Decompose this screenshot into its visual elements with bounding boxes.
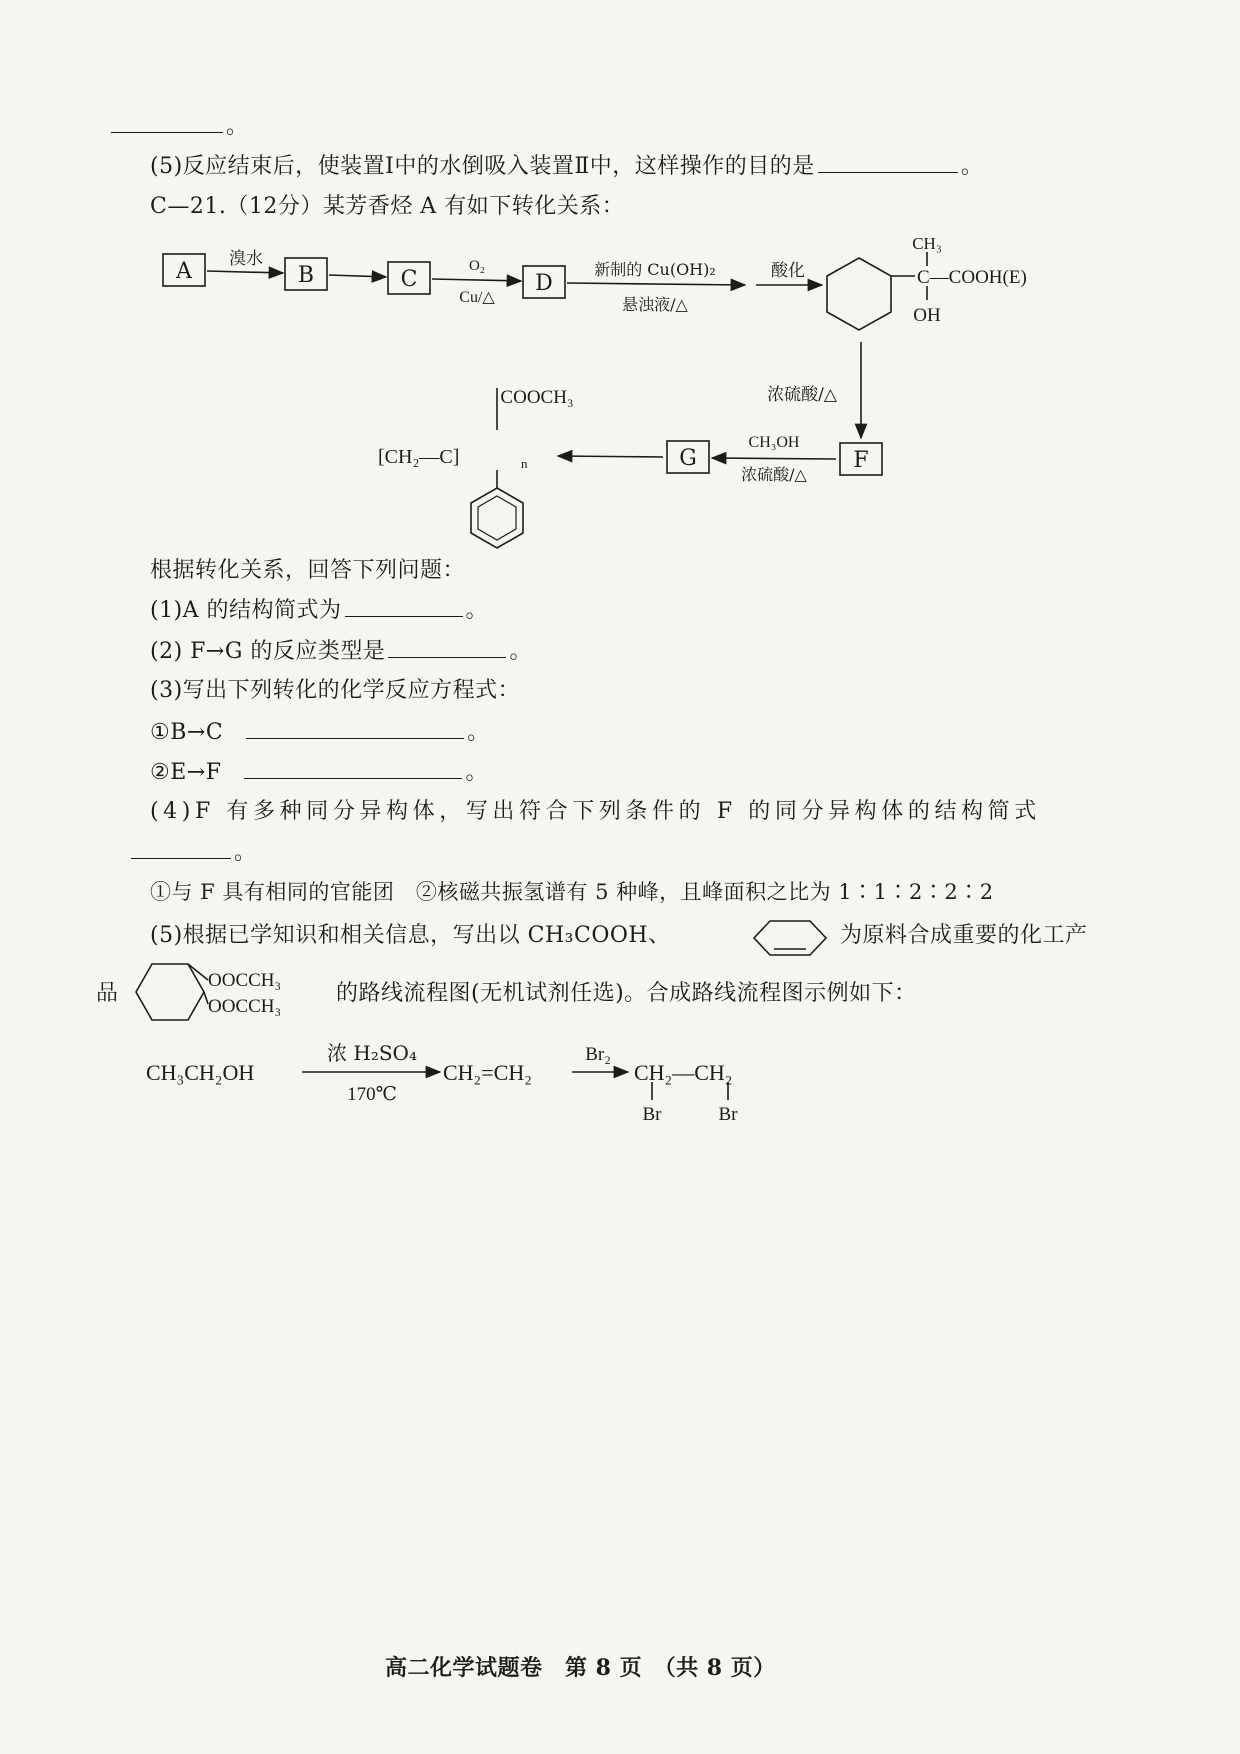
- question-1-line: [150, 596, 488, 625]
- period: 。: [465, 598, 489, 623]
- period: 。: [509, 639, 532, 664]
- answer-blank: [246, 718, 464, 739]
- cond-conc-h2so4: 浓硫酸/△: [767, 385, 837, 405]
- label-c-cooh-e: C—COOH(E): [917, 267, 1027, 288]
- cond-acidify: 酸化: [771, 261, 805, 281]
- label-oh: OH: [913, 305, 941, 326]
- cond-bromine-water: 溴水: [229, 249, 263, 269]
- label-D: D: [535, 271, 553, 296]
- label-G: G: [679, 446, 697, 471]
- arrow-C-D: [432, 279, 521, 281]
- arrow-G-polymer: [558, 456, 663, 457]
- arrow-A-B: [207, 271, 283, 273]
- label-oocch3-2: OOCCH₃: [208, 996, 282, 1017]
- question-2-line: [150, 637, 532, 666]
- label-br-2: Br: [718, 1104, 738, 1125]
- arrow-D-E: [567, 283, 745, 285]
- question-3-line: [150, 677, 520, 705]
- benzene-ring-polymer: [471, 488, 523, 548]
- question-3a-text: ①B→C: [150, 720, 224, 745]
- example-route: [140, 1030, 840, 1140]
- period: 。: [234, 840, 257, 865]
- question-5b-line-cont: [840, 922, 1088, 950]
- question-5b-text-a: (5)根据已学知识和相关信息，写出以 CH₃COOH、: [150, 923, 671, 948]
- product-word: 品: [96, 981, 119, 1006]
- answer-blank: [244, 758, 462, 779]
- cyclohexane-ring: [136, 964, 204, 1020]
- label-A: A: [176, 259, 192, 284]
- question-5-text: (5)反应结束后，使装置Ⅰ中的水倒吸入装置Ⅱ中，这样操作的目的是: [150, 154, 815, 179]
- cond-cuoh2: 新制的 Cu(OH)₂: [594, 260, 716, 279]
- label-polymer-n: n: [521, 456, 528, 471]
- period: 。: [960, 154, 984, 179]
- cond-o2: O₂: [468, 258, 486, 274]
- answer-blank: [345, 596, 463, 617]
- question-3b-text: ②E→F: [150, 760, 222, 785]
- label-ethanol: CH₃CH₂OH: [146, 1060, 255, 1085]
- period: 。: [465, 760, 488, 785]
- period: 。: [467, 720, 490, 745]
- answer-blank: [818, 152, 958, 173]
- cond-ch3oh: CH₃OH: [748, 434, 800, 451]
- question-4-text: (4)F 有多种同分异构体，写出符合下列条件的 F 的同分异构体的结构简式: [150, 799, 1041, 824]
- intro-text: 根据转化关系，回答下列问题：: [150, 558, 466, 583]
- label-C: C: [400, 267, 418, 292]
- answer-blank: [111, 112, 223, 133]
- label-B: B: [297, 263, 315, 288]
- label-F: F: [853, 448, 869, 473]
- reaction-scheme: [0, 230, 1240, 570]
- question-4-blank-line: [128, 838, 257, 867]
- label-br-1: Br: [642, 1104, 662, 1125]
- question-5-line: [150, 152, 983, 181]
- footer-text: 高二化学试题卷 第 8 页 （共 8 页）: [385, 1655, 776, 1681]
- benzene-ring-E: [827, 258, 891, 330]
- label-oocch3-1: OOCCH₃: [208, 970, 282, 991]
- product-structure: [130, 960, 340, 1024]
- cyclohexene-icon: [750, 918, 830, 958]
- page-footer: [385, 1654, 776, 1682]
- answer-blank: [131, 838, 231, 859]
- period: 。: [226, 114, 249, 139]
- question-3b-line: [150, 758, 488, 787]
- cond-170c: 170℃: [347, 1084, 397, 1105]
- question-3-text: (3)写出下列转化的化学反应方程式：: [150, 678, 521, 703]
- question-5b-line: [150, 922, 671, 950]
- question-21-title: C—21.（12分）某芳香烃 A 有如下转化关系：: [150, 194, 625, 219]
- cond-br2: Br₂: [585, 1044, 611, 1065]
- arrow-B-C: [329, 275, 386, 277]
- product-label: [96, 980, 119, 1008]
- questions-intro: [150, 557, 465, 585]
- label-cooch3: COOCH₃: [500, 387, 574, 408]
- question-3a-line: [150, 718, 490, 747]
- question-2-text: (2) F→G 的反应类型是: [150, 639, 386, 664]
- cond-suspension: 悬浊液/△: [622, 295, 688, 314]
- cond-conc-h2so4-2: 浓硫酸/△: [741, 465, 807, 484]
- label-ethylene: CH₂=CH₂: [443, 1060, 532, 1085]
- cond-conc-h2so4-example: 浓 H₂SO₄: [327, 1041, 417, 1065]
- prev-answer-line: [108, 112, 249, 141]
- question-21-header: [150, 193, 624, 221]
- arrow-F-G: [712, 458, 836, 459]
- answer-blank: [388, 637, 506, 658]
- question-4-line: [150, 798, 1041, 826]
- conditions-text: ①与 F 具有相同的官能团 ②核磁共振氢谱有 5 种峰，且峰面积之比为 1∶1∶2∶2∶2: [150, 880, 994, 904]
- label-ch3: CH₃: [912, 234, 942, 253]
- question-5b-line-2: [336, 980, 917, 1008]
- question-5b-text-b: 为原料合成重要的化工产: [840, 923, 1088, 948]
- question-5b-text-d: 的路线流程图(无机试剂任选)。合成路线流程图示例如下：: [336, 981, 917, 1006]
- question-1-text: (1)A 的结构简式为: [150, 598, 342, 623]
- question-4-conditions: [150, 878, 994, 906]
- benzene-inner-ring: [478, 496, 516, 540]
- label-polymer-unit: [CH₂—C]: [378, 446, 460, 468]
- label-product: CH₂—CH₂: [634, 1060, 733, 1085]
- cond-cu-heat: Cu/△: [459, 289, 495, 306]
